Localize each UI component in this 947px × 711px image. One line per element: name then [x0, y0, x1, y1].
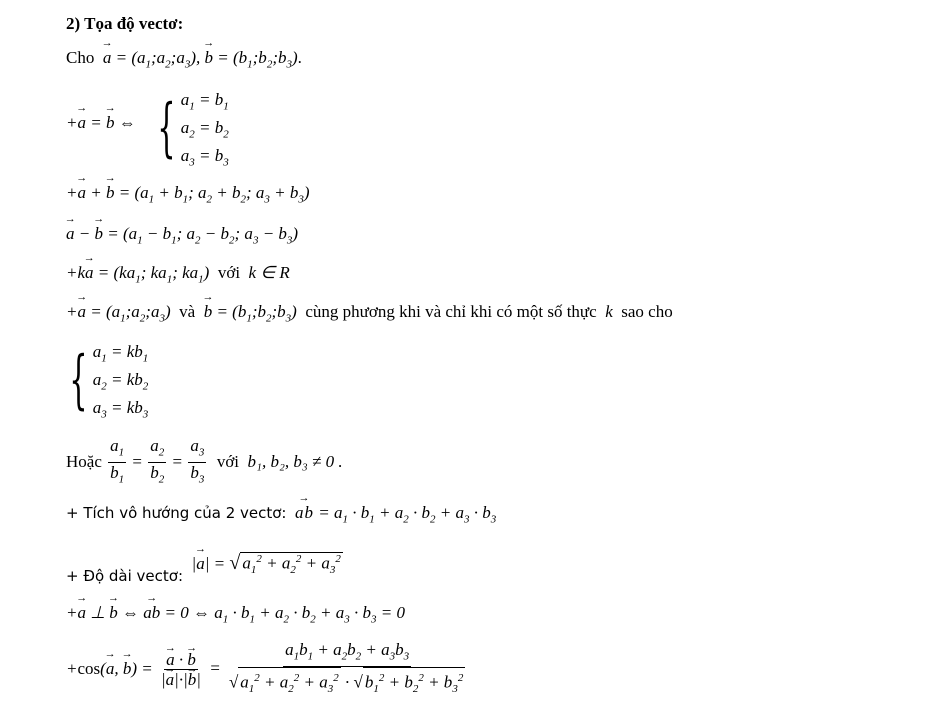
scalar-formula: $+k\to a = (ka_1$; $ka_1$; $ka_1$) với k ∈ R — [66, 263, 290, 285]
left-brace: { — [157, 91, 176, 165]
colinear-text: cùng phương khi và chỉ khi có một số thực — [305, 302, 597, 321]
length-line: + Độ dài vectơ: |→ a| = √ $a_1^2 + a_2^2 + a_3^2$ — [66, 552, 343, 576]
perpendicular-formula: +→ a ⊥ → b ⇔ → ab = 0 ⇔ $a_1 \cdot b_1 + a_2 \cdot b_2 + a_3 \cdot b_3 = 0$ — [66, 603, 405, 625]
colinear-line: +→ $a = (a_1;a_2;a_3)$ và → $b = (b_1;b_2;b_3)$ cùng phương khi và chỉ khi có một số thực k sao cho — [66, 302, 673, 324]
nonzero-cond: b₁, b₂, b₃ ≠ 0 . — [247, 451, 343, 471]
colinear-va: và — [179, 302, 196, 321]
colinear-system: { $a_1 = kb_1$ $a_2 = kb_2$ $a_3 = kb_3$ — [69, 342, 149, 421]
intro-formula: → $a = (a_1;a_2;a_3)$, → $b = (b_1;b_2;b_3)$ — [99, 48, 298, 67]
left-brace: { — [69, 343, 88, 417]
dot-label: + Tích vô hướng của 2 vectơ: — [66, 504, 287, 522]
hoac-label: Hoặc — [66, 451, 102, 471]
equality-label: +→ a = → b ⇔ — [66, 113, 136, 133]
dot-product-line: + Tích vô hướng của 2 vectơ: → ab = $a_1 \cdot b_1 + a_2 \cdot b_2 + a_3 \cdot b_3$ — [66, 503, 496, 525]
section-heading: 2) Tọa độ vectơ: — [66, 14, 184, 33]
intro-prefix: Cho — [66, 48, 95, 67]
k-in-r: k ∈ R — [248, 263, 290, 282]
cosine-formula: +cos(→ a, → b) = → $\frac{a \cdot \to b}{|\to a|\cdot|\to b|}$ = $\frac{a_1b_1 + a_2b_2 + a_3b_3}{√ a_1^2 + a_2^2 + a_3^2 \cdot √ b_1^2 + b_2^2 + b_3^2}$ — [66, 640, 469, 699]
difference-formula: → a − → $b = (a_1 - b_1$; $a_2 - b_2$; $a_3 - b_3$) — [66, 224, 298, 246]
intro-line — [66, 48, 302, 70]
colinear-end: sao cho — [621, 302, 673, 321]
length-label: + Độ dài vectơ: — [66, 567, 184, 585]
scalar-voi: với — [217, 263, 241, 282]
ratio-voi: với — [216, 451, 240, 471]
sum-formula: +→ a + → $b = (a_1 + b_1$; $a_2 + b_2$; $a_3 + b_3$) — [66, 183, 310, 205]
intro-suffix: . — [297, 48, 302, 67]
ratio-line: Hoặc $\frac{a_1}{b_1}$ = $\frac{a_2}{b_2}$ = $\frac{a_3}{b_3}$ với b₁, b₂, b₃ ≠ 0 . — [66, 436, 343, 486]
equality-system: { $a_1 = b_1$ $a_2 = b_2$ $a_3 = b_3$ — [157, 90, 229, 169]
